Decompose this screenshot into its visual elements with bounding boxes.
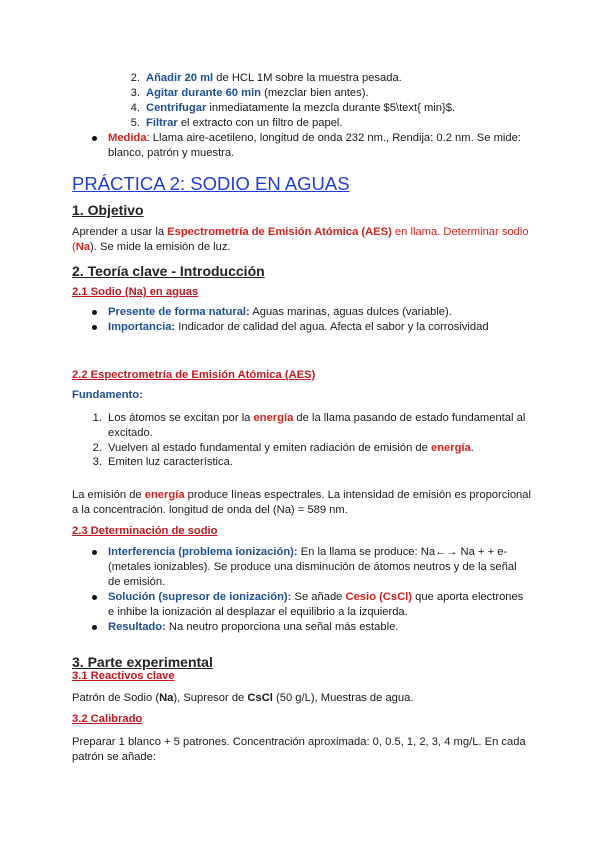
fund-item-1-cont: excitado.: [108, 427, 153, 439]
step-3: [124, 86, 369, 101]
page-title: PRÁCTICA 2: SODIO EN AGUAS: [72, 173, 350, 194]
interferencia-line1: [108, 545, 507, 560]
bullet-label: Presente de forma natural:: [108, 306, 250, 318]
fund-item-3: [86, 455, 233, 470]
text: Vuelven al estado fundamental y emiten radiación de emisión de: [108, 442, 431, 454]
step-text: inmediatamente la mezcla durante $5\text{ min}$.: [206, 102, 456, 114]
bullet-text: En la llama se produce: Na←→ Na + + e-: [297, 546, 508, 558]
step-highlight: Filtrar: [146, 117, 178, 129]
subsection-2-3: 2.3 Determinación de sodio: [72, 525, 218, 537]
text: Los átomos se excitan por la: [108, 412, 254, 424]
medida-line2: blanco, patrón y muestra.: [108, 147, 235, 159]
item-number: 2.: [92, 442, 102, 454]
text: La emisión de: [72, 489, 145, 501]
step-number: 2.: [130, 72, 140, 84]
bullet-text: Na neutro proporciona una señal más estable.: [165, 621, 399, 633]
step-highlight: Centrifugar: [146, 102, 207, 114]
item-number: 3.: [92, 456, 102, 468]
subsection-2-2: 2.2 Espectrometría de Emisión Atómica (AES): [72, 369, 316, 381]
subsection-2-1: 2.1 Sodio (Na) en aguas: [72, 286, 199, 298]
text: .: [470, 442, 474, 454]
energia-highlight: energía: [144, 489, 185, 501]
bullet-label: Resultado:: [108, 621, 166, 633]
na-bold: Na: [159, 692, 174, 704]
bullet-text: Aguas marinas, aguas dulces (variable).: [249, 306, 452, 318]
text: de la llama pasando de estado fundamental al: [293, 412, 526, 424]
step-highlight: Añadir 20 ml: [146, 72, 214, 84]
subsection-3-1: 3.1 Reactivos clave: [72, 670, 175, 682]
solucion-line2: e inhibe la ionización al desplazar el equilibrio a la izquierda.: [108, 606, 408, 618]
section-3-heading: 3. Parte experimental: [72, 654, 213, 670]
text: ), Supresor de: [173, 692, 248, 704]
bullet-dot: [92, 595, 97, 600]
energia-highlight: energía: [430, 442, 471, 454]
section-1-heading: 1. Objetivo: [72, 202, 144, 218]
fund-item-1: [86, 411, 525, 426]
subsection-3-2: 3.2 Calibrado: [72, 713, 143, 725]
step-number: 3.: [130, 87, 140, 99]
calibrado-line1: Preparar 1 blanco + 5 patrones. Concentración aproximada: 0, 0.5, 1, 2, 3, 4 mg/L. En cada: [72, 736, 526, 748]
text: (50 g/L), Muestras de agua.: [272, 692, 414, 704]
reactivos-line: [72, 691, 413, 706]
step-number: 4.: [130, 102, 140, 114]
solucion-line1: [108, 590, 523, 605]
fund-item-2: [86, 441, 474, 456]
bullet-text: que aporta electrones: [412, 591, 524, 603]
bullet-label: Importancia:: [108, 321, 176, 333]
item-number: 1.: [92, 412, 102, 424]
cesio-highlight: Cesio (CsCl): [345, 591, 413, 603]
bullet-importancia: [108, 320, 489, 335]
text: produce líneas espectrales. La intensidad de emisión es proporcional: [184, 489, 531, 501]
text: ). Se mide la emisión de luz.: [90, 241, 231, 253]
bullet-text: Se añade: [291, 591, 346, 603]
step-5: [124, 116, 343, 131]
cscl-bold: CsCl: [247, 692, 273, 704]
objetivo-line2: [72, 240, 231, 255]
medida-line1: [108, 131, 521, 146]
step-text: el extracto con un filtro de papel.: [177, 117, 343, 129]
text: Aprender a usar la: [72, 226, 168, 238]
fundamento-label: Fundamento:: [72, 389, 143, 401]
step-text: de HCL 1M sobre la muestra pesada.: [213, 72, 402, 84]
bullet-dot: [92, 136, 97, 141]
text: Patrón de Sodio (: [72, 692, 160, 704]
bullet-dot: [92, 310, 97, 315]
step-2: [124, 71, 402, 86]
text-red: en llama. Determinar sodio: [391, 226, 529, 238]
na-highlight: Na: [75, 241, 91, 253]
interferencia-line2: (metales ionizables). Se produce una disminución de átomos neutros y de la señal: [108, 561, 517, 573]
energia-highlight: energía: [253, 412, 294, 424]
paren: (: [72, 241, 76, 253]
bullet-text: Indicador de calidad del agua. Afecta el sabor y la corrosividad: [175, 321, 489, 333]
bullet-dot: [92, 550, 97, 555]
bullet-label: Solución (supresor de ionización):: [108, 591, 292, 603]
aes-highlight: Espectrometría de Emisión Atómica (AES): [167, 226, 392, 238]
bullet-label: Interferencia (problema ionización):: [108, 546, 298, 558]
medida-label: Medida: [108, 132, 147, 144]
step-number: 5.: [130, 117, 140, 129]
bullet-dot: [92, 325, 97, 330]
medida-text: : Llama aire-acetileno, longitud de onda 232 nm., Rendija: 0.2 nm. Se mide:: [146, 132, 521, 144]
step-text: (mezclar bien antes).: [261, 87, 369, 99]
resultado-line: [108, 620, 398, 635]
interferencia-line3: de emisión.: [108, 576, 166, 588]
emision-para-line1: [72, 488, 531, 503]
bullet-presente: [108, 305, 452, 320]
calibrado-line2: patrón se añade:: [72, 751, 156, 763]
objetivo-line1: [72, 225, 529, 240]
step-4: [124, 101, 455, 116]
section-2-heading: 2. Teoría clave - Introducción: [72, 263, 265, 279]
emision-para-line2: a la concentración. longitud de onda del (Na) = 589 nm.: [72, 504, 348, 516]
text: Emiten luz característica.: [108, 456, 233, 468]
step-highlight: Agitar durante 60 min: [146, 87, 262, 99]
bullet-dot: [92, 625, 97, 630]
